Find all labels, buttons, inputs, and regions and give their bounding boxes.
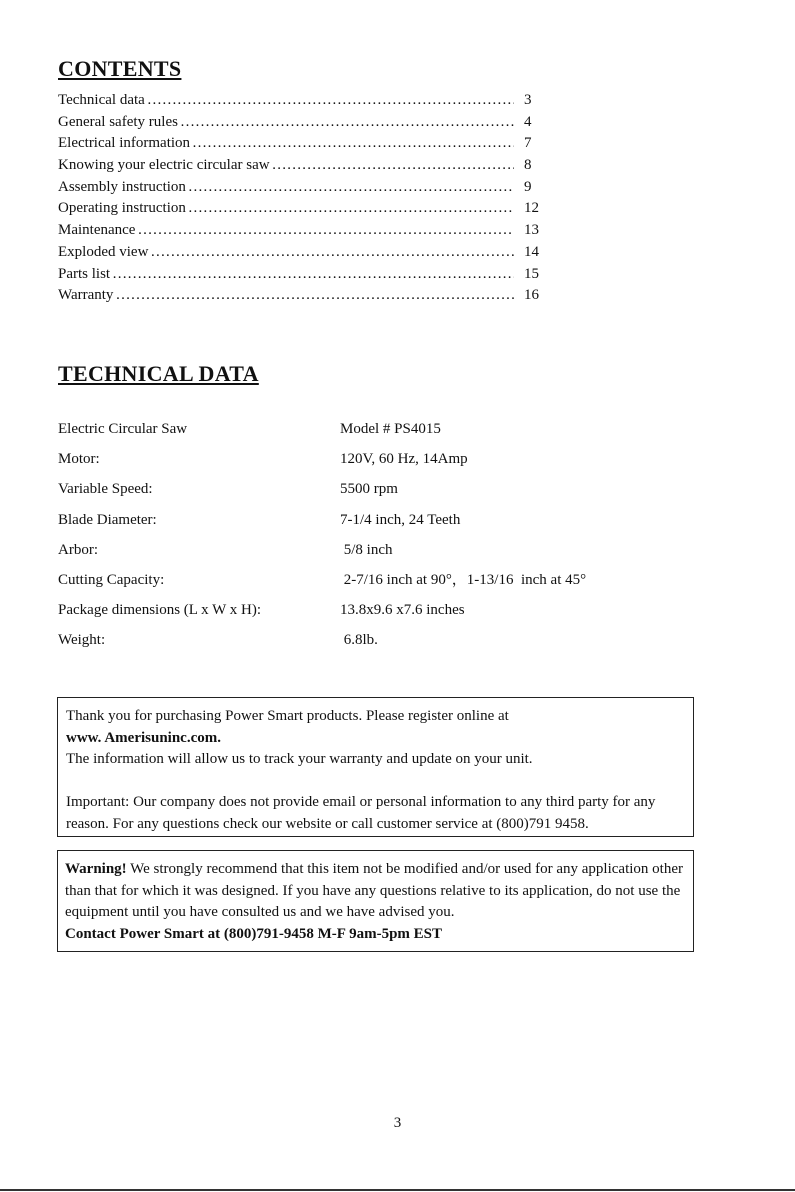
spec-value: 5/8 inch <box>340 541 393 558</box>
warning-label: Warning! <box>65 861 127 877</box>
spec-label: Cutting Capacity: <box>58 571 165 588</box>
toc-leader-dots <box>112 264 514 286</box>
spec-value: 5500 rpm <box>340 481 398 498</box>
spec-row <box>58 505 678 535</box>
warranty-info-text: The information will allow us to track your warranty and update on your unit. <box>66 751 533 767</box>
toc-leader-dots <box>192 133 514 155</box>
contact-line: Contact Power Smart at (800)791-9458 M-F 9am-5pm EST <box>65 925 443 942</box>
toc-row[interactable] <box>58 285 548 307</box>
toc-title: General safety rules <box>58 113 178 130</box>
toc-row[interactable] <box>58 198 548 220</box>
page-number: 3 <box>393 1115 402 1131</box>
toc-row[interactable] <box>58 220 548 242</box>
spec-label: Motor: <box>58 451 100 468</box>
toc-row[interactable] <box>58 242 548 264</box>
toc-leader-dots <box>272 155 514 177</box>
spacer <box>66 771 685 793</box>
spec-row <box>58 535 678 565</box>
spec-value: 6.8lb. <box>340 632 378 649</box>
toc-leader-dots <box>188 198 514 220</box>
spec-row <box>58 625 678 655</box>
toc-leader-dots <box>115 285 514 307</box>
spec-value: 2-7/16 inch at 90°，1-13/16 inch at 45° <box>340 571 587 588</box>
toc-title: Technical data <box>58 92 145 108</box>
spec-value: Model # PS4015 <box>340 421 441 437</box>
toc-page-number: 16 <box>524 287 539 304</box>
toc-row[interactable] <box>58 177 548 199</box>
toc-title: Assembly instruction <box>58 178 186 195</box>
toc-title: Parts list <box>58 265 111 282</box>
spec-value: 13.8x9.6 x7.6 inches <box>340 602 465 619</box>
toc-page-number: 3 <box>524 92 532 108</box>
warning-notice-box <box>57 850 694 952</box>
toc-leader-dots <box>188 177 514 199</box>
table-of-contents <box>58 90 548 307</box>
spec-row <box>58 474 678 504</box>
spec-label: Package dimensions (L x W x H): <box>58 602 262 619</box>
spec-label: Weight: <box>58 632 106 649</box>
toc-leader-dots <box>137 220 514 242</box>
toc-title: Knowing your electric circular saw <box>58 157 270 174</box>
contents-heading: CONTENTS <box>58 56 182 81</box>
toc-title: Maintenance <box>58 222 136 239</box>
registration-notice-box <box>57 697 694 837</box>
technical-data-heading: TECHNICAL DATA <box>58 361 259 386</box>
toc-row[interactable] <box>58 112 548 134</box>
toc-row[interactable] <box>58 155 548 177</box>
toc-row[interactable] <box>58 264 548 286</box>
toc-row[interactable] <box>58 133 548 155</box>
registration-text: Thank you for purchasing Power Smart products. Please register online at <box>66 708 509 724</box>
toc-page-number: 9 <box>524 178 532 195</box>
spec-row <box>58 444 678 474</box>
toc-title: Electrical information <box>58 135 191 152</box>
bottom-border <box>0 1189 795 1191</box>
toc-leader-dots <box>180 112 514 134</box>
privacy-notice-text: Important: Our company does not provide email or personal information to any third party for any reason. For any questions check our website or call customer service at (800)791 9458. <box>66 794 656 832</box>
spec-value: 120V, 60 Hz, 14Amp <box>340 451 468 468</box>
spec-label: Blade Diameter: <box>58 511 157 528</box>
spec-label: Electric Circular Saw <box>58 421 188 437</box>
spec-row <box>58 414 678 444</box>
toc-page-number: 13 <box>524 222 539 239</box>
toc-page-number: 15 <box>524 265 539 282</box>
toc-page-number: 12 <box>524 200 539 217</box>
toc-page-number: 7 <box>524 135 532 152</box>
warning-paragraph <box>65 859 685 924</box>
toc-page-number: 14 <box>524 243 539 260</box>
toc-title: Operating instruction <box>58 200 186 217</box>
toc-page-number: 8 <box>524 157 532 174</box>
toc-leader-dots <box>150 242 514 264</box>
toc-row[interactable] <box>58 90 548 112</box>
technical-specs <box>58 414 678 656</box>
toc-leader-dots <box>147 90 514 112</box>
spec-row <box>58 595 678 625</box>
toc-title: Exploded view <box>58 243 149 260</box>
warning-text: We strongly recommend that this item not be modified and/or used for any application other than that for which it was designed. If you have any questions relative to its application, do not use the equipment until you have consulted us and we have advised you. <box>65 861 683 920</box>
spec-label: Variable Speed: <box>58 481 153 498</box>
toc-page-number: 4 <box>524 113 532 130</box>
toc-title: Warranty <box>58 287 114 304</box>
spec-row <box>58 565 678 595</box>
spec-value: 7-1/4 inch, 24 Teeth <box>340 511 461 528</box>
registration-url-link[interactable]: www. Amerisuninc.com. <box>66 729 221 746</box>
spec-label: Arbor: <box>58 541 98 558</box>
